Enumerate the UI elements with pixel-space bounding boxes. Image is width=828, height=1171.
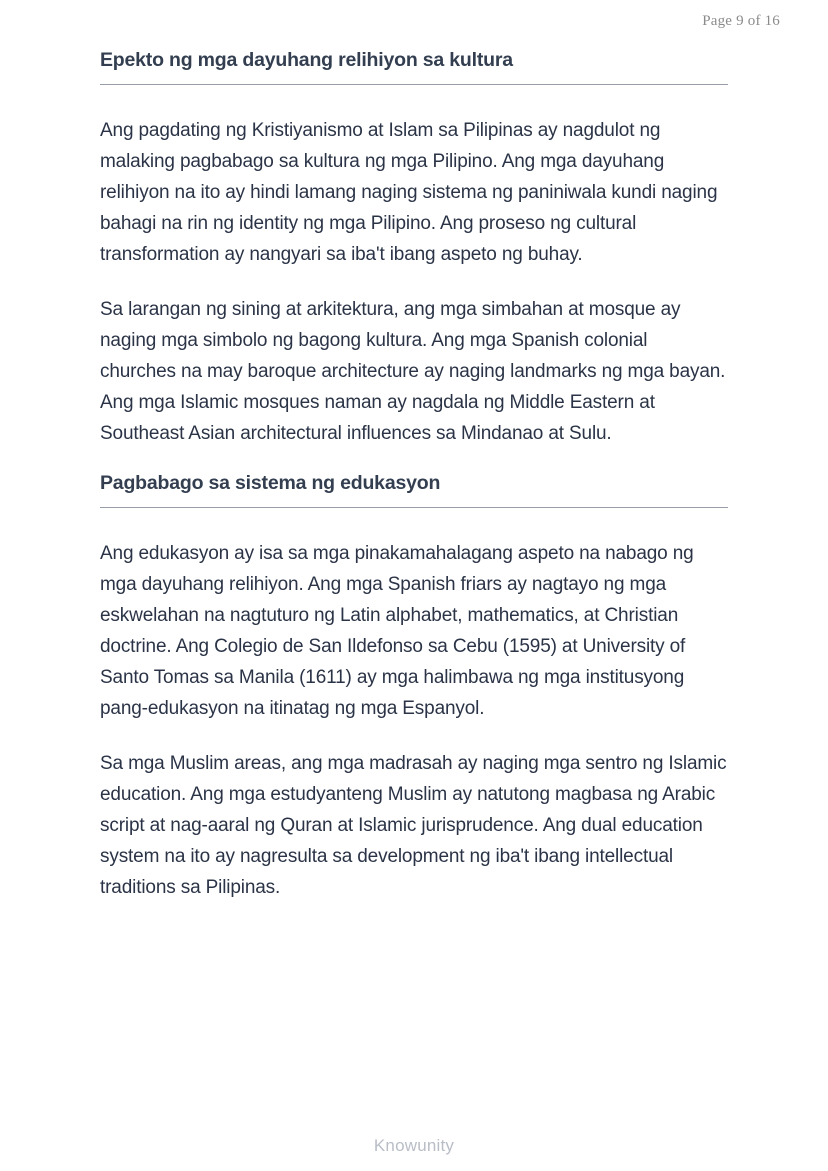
paragraph: Ang pagdating ng Kristiyanismo at Islam sa Pilipinas ay nagdulot ng malaking pagbabago sa kultura ng mga Pilipino. Ang mga dayuhang relihiyon na ito ay hindi lamang naging sistema ng paniniwala kundi naging bahagi na rin ng identity ng mga Pilipino. Ang proseso ng cultural transformation ay nangyari sa iba't ibang aspeto ng buhay. — [100, 120, 718, 265]
heading-divider — [100, 84, 728, 85]
page-number: Page 9 of 16 — [702, 13, 780, 29]
section-culture — [100, 48, 728, 449]
section-education — [100, 471, 728, 903]
document-content — [100, 48, 728, 903]
section-heading-culture: Epekto ng mga dayuhang relihiyon sa kultura — [100, 49, 513, 71]
knowunity-watermark: Knowunity — [373, 1136, 455, 1155]
paragraph: Ang edukasyon ay isa sa mga pinakamahalagang aspeto na nabago ng mga dayuhang relihiyon. Ang mga Spanish friars ay nagtayo ng mga eskwelahan na nagtuturo ng Latin alphabet, mathematics, at Christian doctrine. Ang Colegio de San Ildefonso sa Cebu (1595) at University of Santo Tomas sa Manila (1611) ay mga halimbawa ng mga institusyong pang-edukasyon na itinatag ng mga Espanyol. — [100, 543, 694, 719]
section-heading-education: Pagbabago sa sistema ng edukasyon — [100, 472, 441, 494]
paragraph: Sa mga Muslim areas, ang mga madrasah ay naging mga sentro ng Islamic education. Ang mga estudyanteng Muslim ay natutong magbasa ng Arabic script at nag-aaral ng Quran at Islamic jurisprudence. Ang dual education system na ito ay nagresulta sa development ng iba't ibang intellectual traditions sa Pilipinas. — [100, 753, 727, 898]
paragraph: Sa larangan ng sining at arkitektura, ang mga simbahan at mosque ay naging mga simbolo ng bagong kultura. Ang mga Spanish colonial churches na may baroque architecture ay naging landmarks ng mga bayan. Ang mga Islamic mosques naman ay nagdala ng Middle Eastern at Southeast Asian architectural influences sa Mindanao at Sulu. — [100, 299, 726, 444]
heading-divider — [100, 507, 728, 508]
